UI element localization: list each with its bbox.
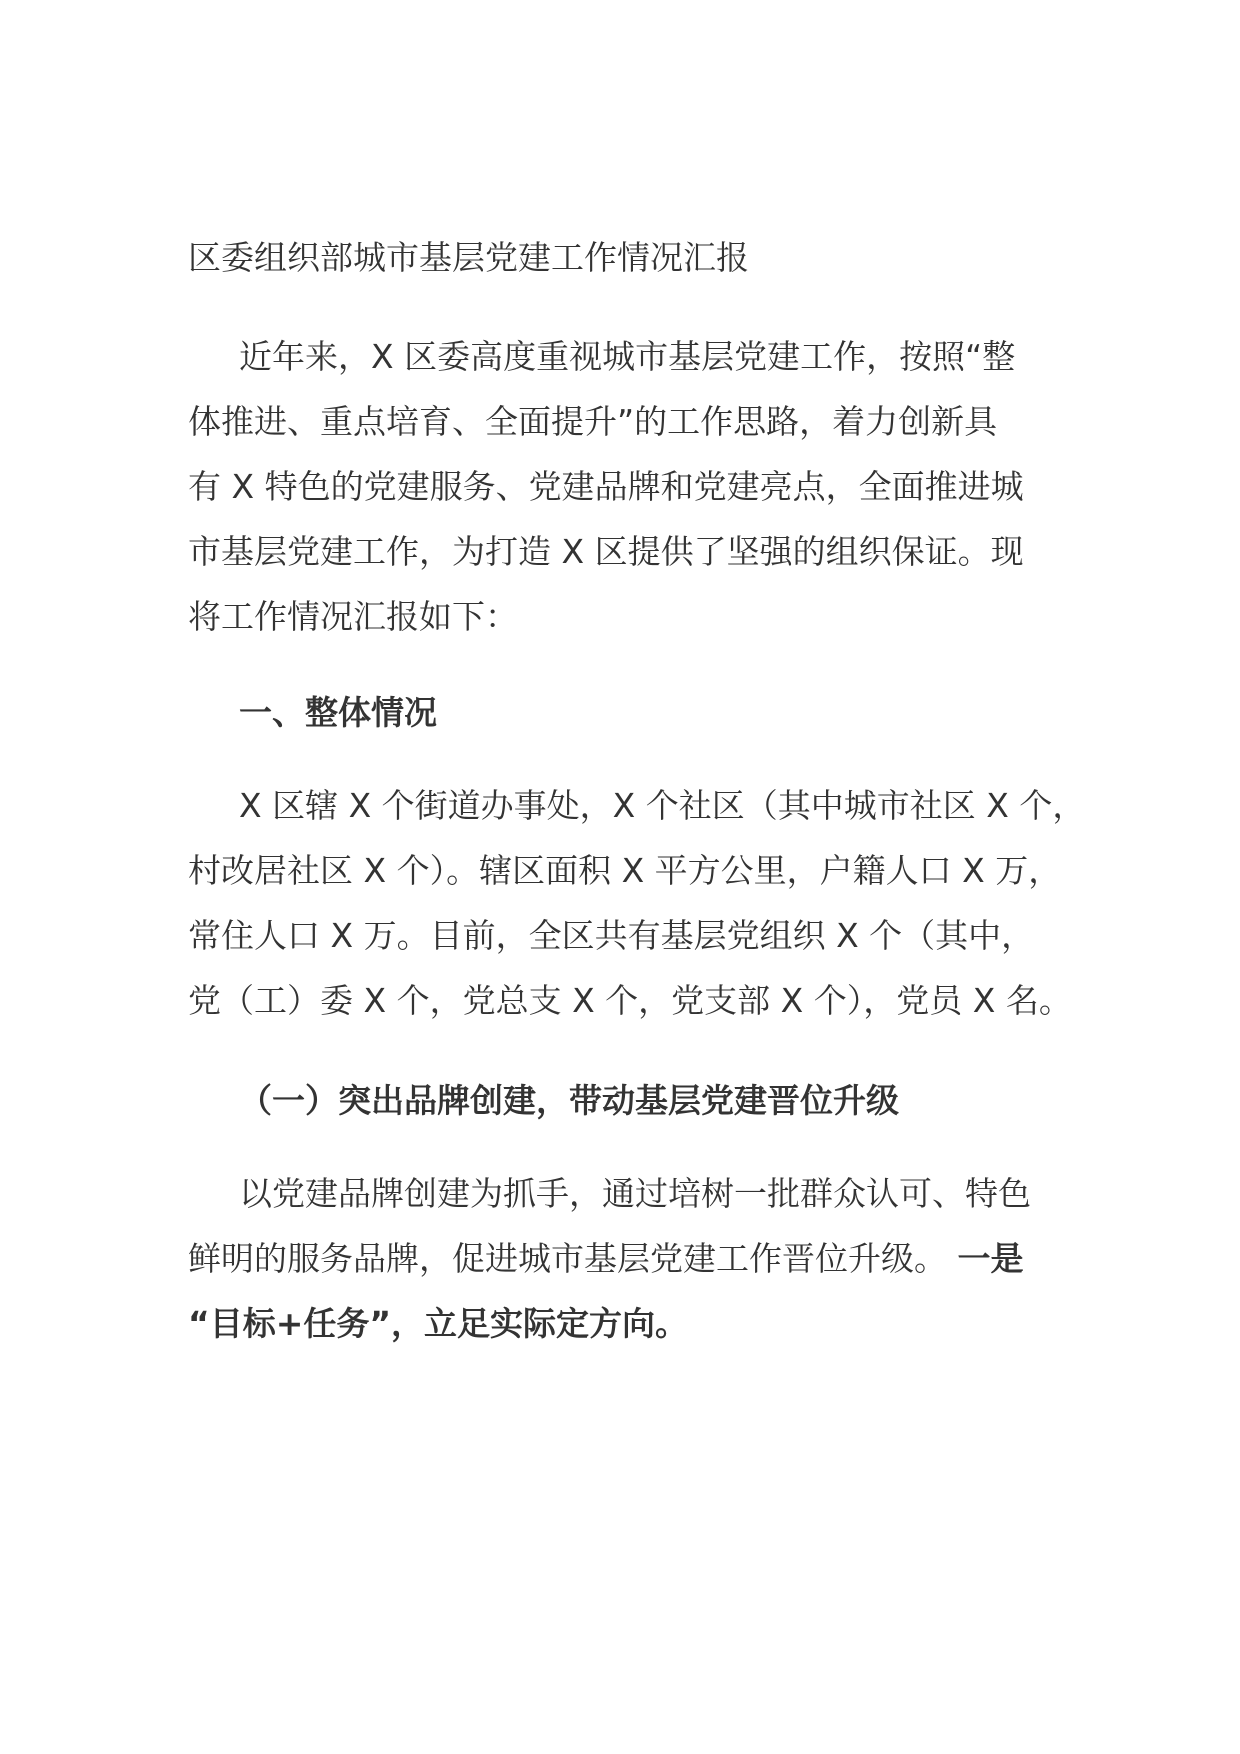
paragraph-line: 体推进、重点培育、全面提升”的工作思路，着力创新具 xyxy=(188,402,998,441)
paragraph-line: 党（工）委 X 个，党总支 X 个，党支部 X 个），党员 X 名。 xyxy=(188,981,1072,1020)
emphasis-text: 一是 xyxy=(957,1239,1024,1278)
paragraph-line: 近年来，X 区委高度重视城市基层党建工作，按照“整 xyxy=(239,337,1016,376)
document-title: 区委组织部城市基层党建工作情况汇报 xyxy=(188,238,749,277)
paragraph-line: 常住人口 X 万。目前，全区共有基层党组织 X 个（其中， xyxy=(188,916,1035,955)
paragraph-line: 有 X 特色的党建服务、党建品牌和党建亮点，全面推进城 xyxy=(188,467,1024,506)
subsection-heading-brand: （一）突出品牌创建，带动基层党建晋位升级 xyxy=(239,1081,899,1120)
paragraph-line: 村改居社区 X 个）。辖区面积 X 平方公里，户籍人口 X 万， xyxy=(188,851,1062,890)
brand-paragraph xyxy=(188,1161,1088,1356)
section-heading-overview: 一、整体情况 xyxy=(239,693,437,732)
paragraph-line: X 区辖 X 个街道办事处，X 个社区（其中城市社区 X 个， xyxy=(239,786,1086,825)
emphasis-line: “目标+任务”，立足实际定方向。 xyxy=(188,1304,689,1343)
intro-paragraph xyxy=(188,324,1088,649)
overview-paragraph xyxy=(188,773,1088,1033)
paragraph-line: 将工作情况汇报如下： xyxy=(188,597,518,636)
paragraph-line xyxy=(188,1226,1088,1291)
paragraph-text: 鲜明的服务品牌，促进城市基层党建工作晋位升级。 xyxy=(188,1239,947,1278)
paragraph-line: 市基层党建工作，为打造 X 区提供了坚强的组织保证。现 xyxy=(188,532,1024,571)
paragraph-line: 以党建品牌创建为抓手，通过培树一批群众认可、特色 xyxy=(239,1174,1031,1213)
